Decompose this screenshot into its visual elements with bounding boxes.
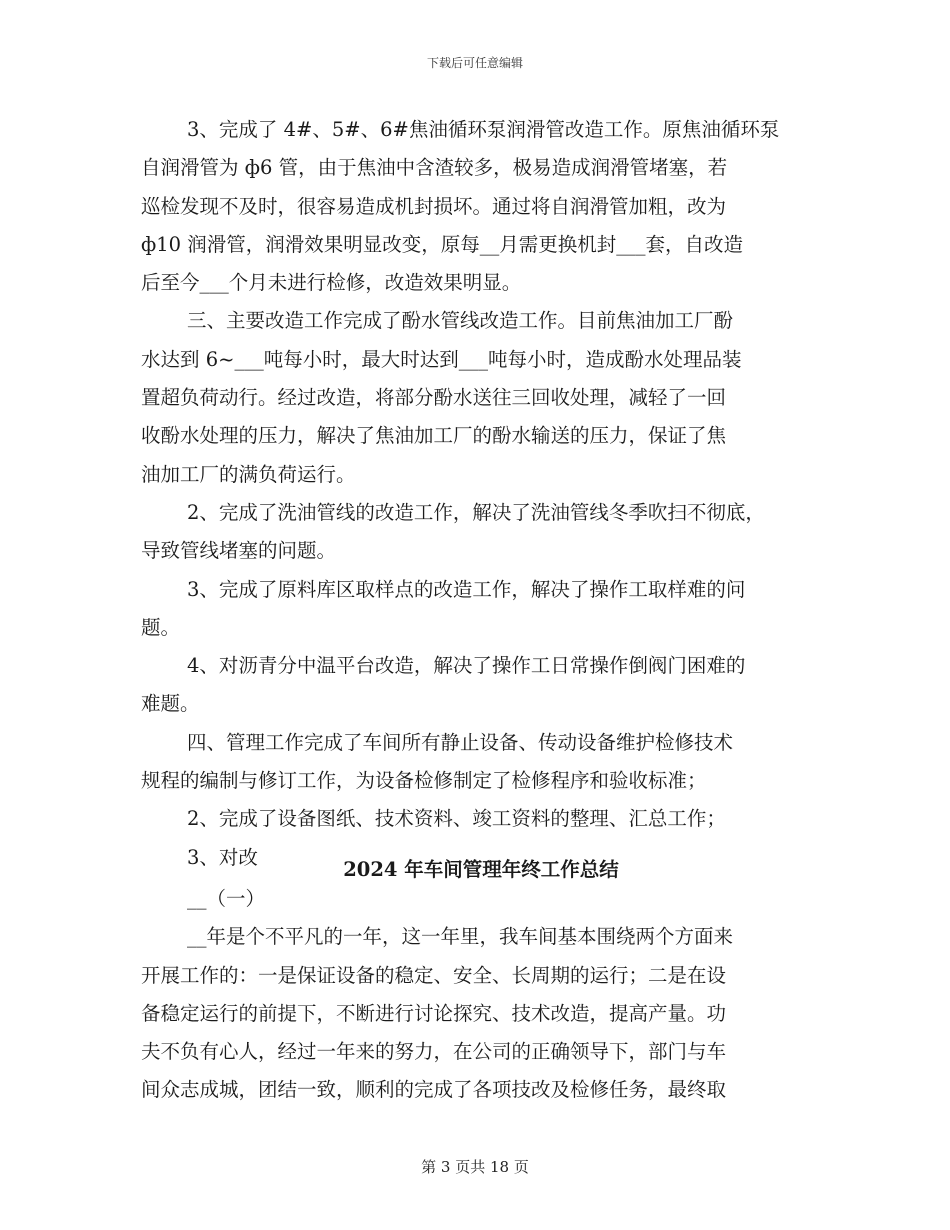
text-line: 导致管线堵塞的问题。: [141, 539, 337, 563]
text-line: 巡检发现不及时，很容易造成机封损坏。通过将自润滑管加粗，改为: [141, 194, 727, 218]
page-footer: 第 3 页共 18 页: [421, 1158, 529, 1176]
text-line: 四、管理工作完成了车间所有静止设备、传动设备维护检修技术: [187, 730, 734, 754]
text-line: 置超负荷动行。经过改造，将部分酚水送往三回收处理，减轻了一回: [141, 386, 727, 410]
text-line: 开展工作的：一是保证设备的稳定、安全、长周期的运行；二是在设: [141, 963, 727, 987]
text-line: 水达到 6~___吨每小时，最大时达到___吨每小时，造成酚水处理品装: [141, 347, 742, 371]
text-line: 难题。: [141, 692, 200, 716]
text-line: 4、对沥青分中温平台改造，解决了操作工日常操作倒阀门困难的: [187, 654, 746, 678]
text-line: 3、对改: [187, 845, 258, 869]
text-line: 3、完成了原料库区取样点的改造工作，解决了操作工取样难的问: [187, 577, 746, 601]
text-line: 油加工厂的满负荷运行。: [141, 462, 356, 486]
text-line: 后至今___个月未进行检修，改造效果明显。: [141, 271, 522, 295]
page-header: 下载后可任意编辑: [426, 56, 523, 70]
text-line: 自润滑管为 ф6 管，由于焦油中含渣较多，极易造成润滑管堵塞，若: [141, 156, 728, 180]
body-section-2: [141, 880, 821, 1110]
text-line: __（一）: [187, 887, 266, 910]
text-line: __年是个不平凡的一年，这一年里，我车间基本围绕两个方面来: [187, 925, 734, 949]
text-line: 间众志成城，团结一致，顺利的完成了各项技改及检修任务，最终取: [141, 1078, 727, 1102]
body-section-1: [141, 111, 821, 877]
text-line: 2、完成了洗油管线的改造工作，解决了洗油管线冬季吹扫不彻底，: [187, 500, 765, 524]
text-line: 收酚水处理的压力，解决了焦油加工厂的酚水输送的压力，保证了焦: [141, 424, 727, 448]
text-line: 3、完成了 4#、5#、6#焦油循环泵润滑管改造工作。原焦油循环泵: [187, 118, 780, 141]
text-line: 2、完成了设备图纸、技术资料、竣工资料的整理、汇总工作；: [187, 807, 726, 831]
text-line: 夫不负有心人，经过一年来的努力，在公司的正确领导下，部门与车: [141, 1040, 727, 1064]
text-line: 题。: [141, 615, 181, 639]
text-line: ф10 润滑管，润滑效果明显改变，原每__月需更换机封___套，自改造: [141, 232, 744, 256]
text-line: 规程的编制与修订工作，为设备检修制定了检修程序和验收标准；: [141, 769, 707, 793]
section-title: 2024 年车间管理年终工作总结: [343, 858, 619, 881]
text-line: 备稳定运行的前提下，不断进行讨论探究、技术改造，提高产量。功: [141, 1001, 727, 1025]
text-line: 三、主要改造工作完成了酚水管线改造工作。目前焦油加工厂酚: [187, 309, 734, 333]
